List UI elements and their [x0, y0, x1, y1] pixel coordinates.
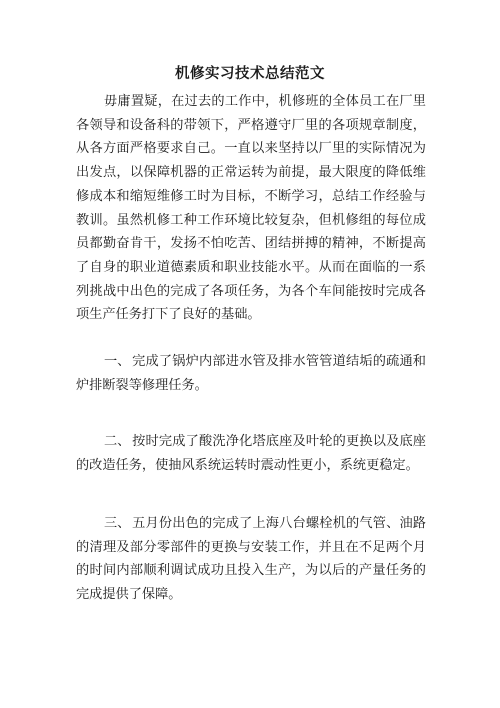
list-item-text: 按时完成了酸洗净化塔底座及叶轮的更换以及底座的改造任务，使抽风系统运转时震动性更小，系统更稳定。 [76, 434, 426, 473]
document-title: 机修实习技术总结范文 [175, 65, 325, 82]
list-item-number: 二、 [104, 434, 131, 449]
list-item-text: 五月份出色的完成了上海八台螺栓机的气管、油路的清理及部分零部件的更换与安装工作，并且在不足两个月的时间内部顺利调试成功且投入生产，为以后的产量任务的完成提供了保障。 [76, 516, 426, 603]
list-item-number: 一、 [104, 354, 131, 369]
intro-paragraph: 毋庸置疑，在过去的工作中，机修班的全体员工在厂里各领导和设备科的带领下，严格遵守厂里的各项规章制度，从各方面严格要求自己。一直以来坚持以厂里的实际情况为出发点，以保障机器的正常运转为前提，最大限度的降低维修成本和缩短维修工时为目标，不断学习，总结工作经验与教训。虽然机修工种工作环境比较复杂，但机修组的每位成员都勤奋肯干，发扬不怕吃苦、团结拼搏的精神，不断提高了自身的职业道德素质和职业技能水平。从而在面临的一系列挑战中出色的完成了各项任务，为各个车间能按时完成各项生产任务打下了良好的基础。 [76, 94, 426, 323]
list-item-text: 完成了锅炉内部进水管及排水管管道结垢的疏通和炉排断裂等修理任务。 [76, 354, 426, 393]
list-item-number: 三、 [104, 516, 131, 531]
list-item-3 [76, 512, 426, 607]
list-item-2 [76, 430, 426, 477]
list-item-1 [76, 350, 426, 397]
